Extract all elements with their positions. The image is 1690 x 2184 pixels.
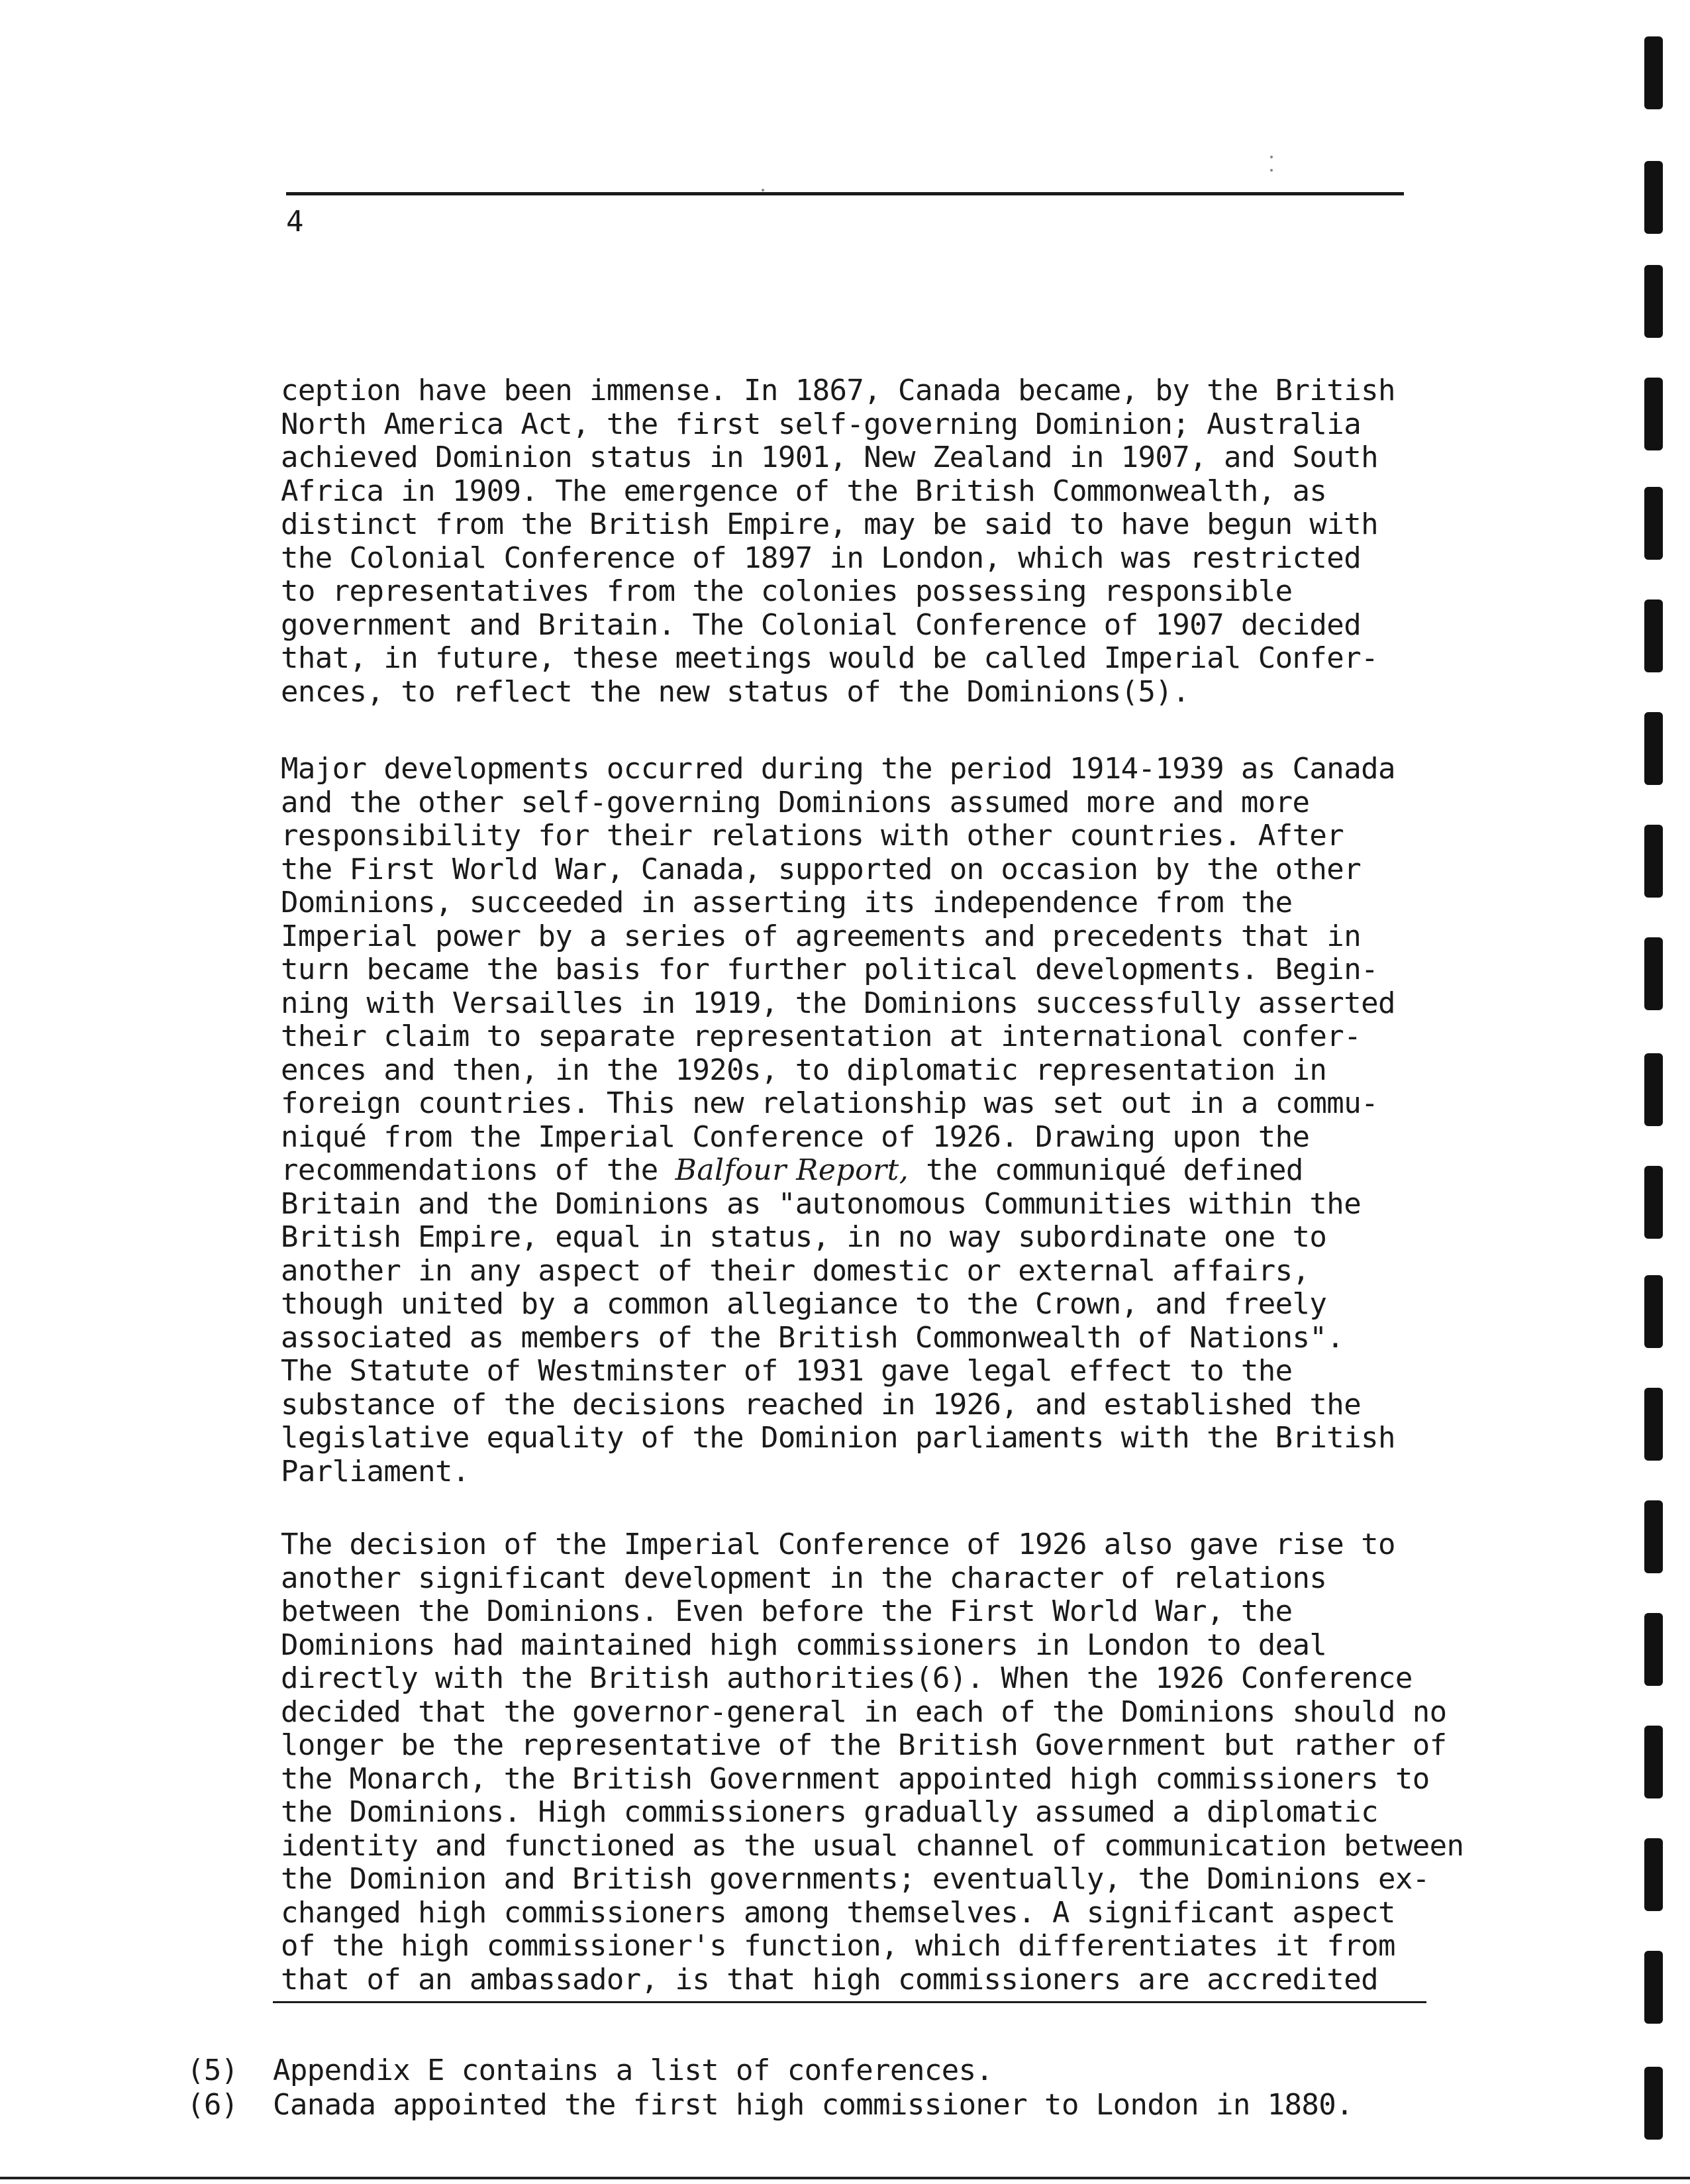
paragraph-3	[281, 1528, 1464, 1997]
binding-hole	[1644, 1500, 1663, 1573]
text-line: longer be the representative of the British Government but rather of	[281, 1728, 1447, 1762]
text-line: ception have been immense. In 1867, Canada became, by the British	[281, 374, 1395, 407]
binding-hole	[1644, 487, 1663, 560]
footnote-text: Appendix E contains a list of conferences.	[273, 2054, 993, 2087]
text-line: that, in future, these meetings would be called Imperial Confer-	[281, 641, 1378, 675]
paragraph-spacer	[281, 1488, 1446, 1528]
balfour-report-title: Balfour Report,	[675, 1153, 909, 1187]
binding-hole	[1644, 1726, 1663, 1798]
text-line: changed high commissioners among themselves. A significant aspect	[281, 1895, 1395, 1930]
page-edge	[0, 2177, 1690, 2179]
binding-hole	[1644, 599, 1663, 672]
text-line: substance of the decisions reached in 1926, and established the	[281, 1387, 1362, 1422]
text-line: legislative equality of the Dominion parliaments with the British	[281, 1421, 1395, 1455]
footnote-marker: (5)	[187, 2054, 238, 2087]
text-line: another in any aspect of their domestic or external affairs,	[281, 1253, 1310, 1288]
text-line-balfour	[281, 1154, 1446, 1188]
binding-hole	[1644, 2067, 1663, 2140]
paragraph-2	[281, 753, 1446, 1488]
binding-hole	[1644, 36, 1663, 109]
text-line: government and Britain. The Colonial Conference of 1907 decided	[281, 607, 1362, 642]
text-line: North America Act, the first self-governing Dominion; Australia	[281, 407, 1362, 441]
text-line: The decision of the Imperial Conference of 1926 also gave rise to	[281, 1528, 1395, 1561]
text-line: the First World War, Canada, supported on occasion by the other	[281, 852, 1362, 886]
binding-hole	[1644, 1053, 1663, 1126]
text-fragment: recommendations of the	[281, 1153, 675, 1187]
text-line: foreign countries. This new relationship was set out in a commu-	[281, 1086, 1378, 1120]
text-line: identity and functioned as the usual channel of communication between	[281, 1828, 1464, 1863]
text-line: Dominions had maintained high commissioners in London to deal	[281, 1628, 1327, 1662]
text-line: of the high commissioner's function, which differentiates it from	[281, 1929, 1395, 1963]
paragraph-spacer	[281, 709, 1446, 753]
text-line: Imperial power by a series of agreements and precedents that in	[281, 919, 1362, 953]
text-line: Parliament.	[281, 1454, 470, 1488]
binding-hole	[1644, 265, 1663, 338]
text-line: ning with Versailles in 1919, the Dominions successfully asserted	[281, 986, 1395, 1020]
binding-hole	[1644, 1166, 1663, 1239]
binding-hole	[1644, 825, 1663, 898]
binding-hole	[1644, 1951, 1663, 2024]
footnote-rule	[273, 2001, 1426, 2003]
binding-hole	[1644, 937, 1663, 1010]
text-line: ences and then, in the 1920s, to diplomatic representation in	[281, 1053, 1327, 1087]
binding-hole	[1644, 1275, 1663, 1348]
text-line: to representatives from the colonies possessing responsible	[281, 574, 1293, 608]
binding-hole	[1644, 1838, 1663, 1911]
text-line: though united by a common allegiance to the Crown, and freely	[281, 1287, 1327, 1321]
footnote-text: Canada appointed the first high commissioner to London in 1880.	[273, 2088, 1354, 2122]
text-line: the Dominion and British governments; eventually, the Dominions ex-	[281, 1862, 1430, 1896]
text-line: Britain and the Dominions as "autonomous Communities within the	[281, 1186, 1362, 1221]
text-line: that of an ambassador, is that high commissioners are accredited	[281, 1962, 1378, 1997]
text-line: decided that the governor-general in each of the Dominions should no	[281, 1694, 1447, 1729]
footnote-marker: (6)	[187, 2088, 238, 2122]
text-line: distinct from the British Empire, may be said to have begun with	[281, 507, 1378, 541]
text-line: achieved Dominion status in 1901, New Zealand in 1907, and South	[281, 441, 1378, 474]
paragraph-1	[281, 374, 1446, 709]
text-line: turn became the basis for further political developments. Begin-	[281, 953, 1378, 986]
footnote-6	[187, 2088, 1353, 2122]
text-fragment: the communiqué defined	[909, 1153, 1303, 1187]
scan-speck	[1270, 156, 1273, 158]
binding-hole	[1644, 378, 1663, 450]
scan-speck	[1270, 169, 1273, 172]
binding-hole	[1644, 1388, 1663, 1461]
text-line: Dominions, succeeded in asserting its independence from the	[281, 886, 1293, 919]
text-line: associated as members of the British Commonwealth of Nations".	[281, 1320, 1344, 1355]
scan-speck	[762, 189, 764, 191]
text-line: their claim to separate representation at international confer-	[281, 1019, 1362, 1053]
text-line: British Empire, equal in status, in no way subordinate one to	[281, 1220, 1327, 1254]
text-line: directly with the British authorities(6). When the 1926 Conference	[281, 1661, 1413, 1695]
text-line: Africa in 1909. The emergence of the British Commonwealth, as	[281, 474, 1327, 508]
text-line: and the other self-governing Dominions assumed more and more	[281, 785, 1310, 819]
binding-hole	[1644, 1613, 1663, 1686]
footnote-5	[187, 2054, 1353, 2088]
binding-hole	[1644, 161, 1663, 234]
body-text	[281, 374, 1464, 1997]
text-line: Major developments occurred during the period 1914-1939 as Canada	[281, 752, 1395, 786]
text-line: niqué from the Imperial Conference of 1926. Drawing upon the	[281, 1119, 1310, 1154]
binding-hole	[1644, 712, 1663, 785]
text-line: the Colonial Conference of 1897 in London, which was restricted	[281, 541, 1362, 575]
text-line: the Monarch, the British Government appointed high commissioners to	[281, 1761, 1430, 1796]
text-line: The Statute of Westminster of 1931 gave legal effect to the	[281, 1354, 1293, 1388]
text-line: between the Dominions. Even before the First World War, the	[281, 1594, 1293, 1628]
text-line: the Dominions. High commissioners gradually assumed a diplomatic	[281, 1795, 1378, 1829]
text-line: responsibility for their relations with other countries. After	[281, 819, 1344, 853]
text-line: ences, to reflect the new status of the Dominions(5).	[281, 674, 1190, 709]
footnotes	[187, 2054, 1353, 2122]
page-number: 4	[286, 205, 304, 238]
text-line: another significant development in the character of relations	[281, 1561, 1327, 1595]
header-rule	[286, 192, 1404, 195]
